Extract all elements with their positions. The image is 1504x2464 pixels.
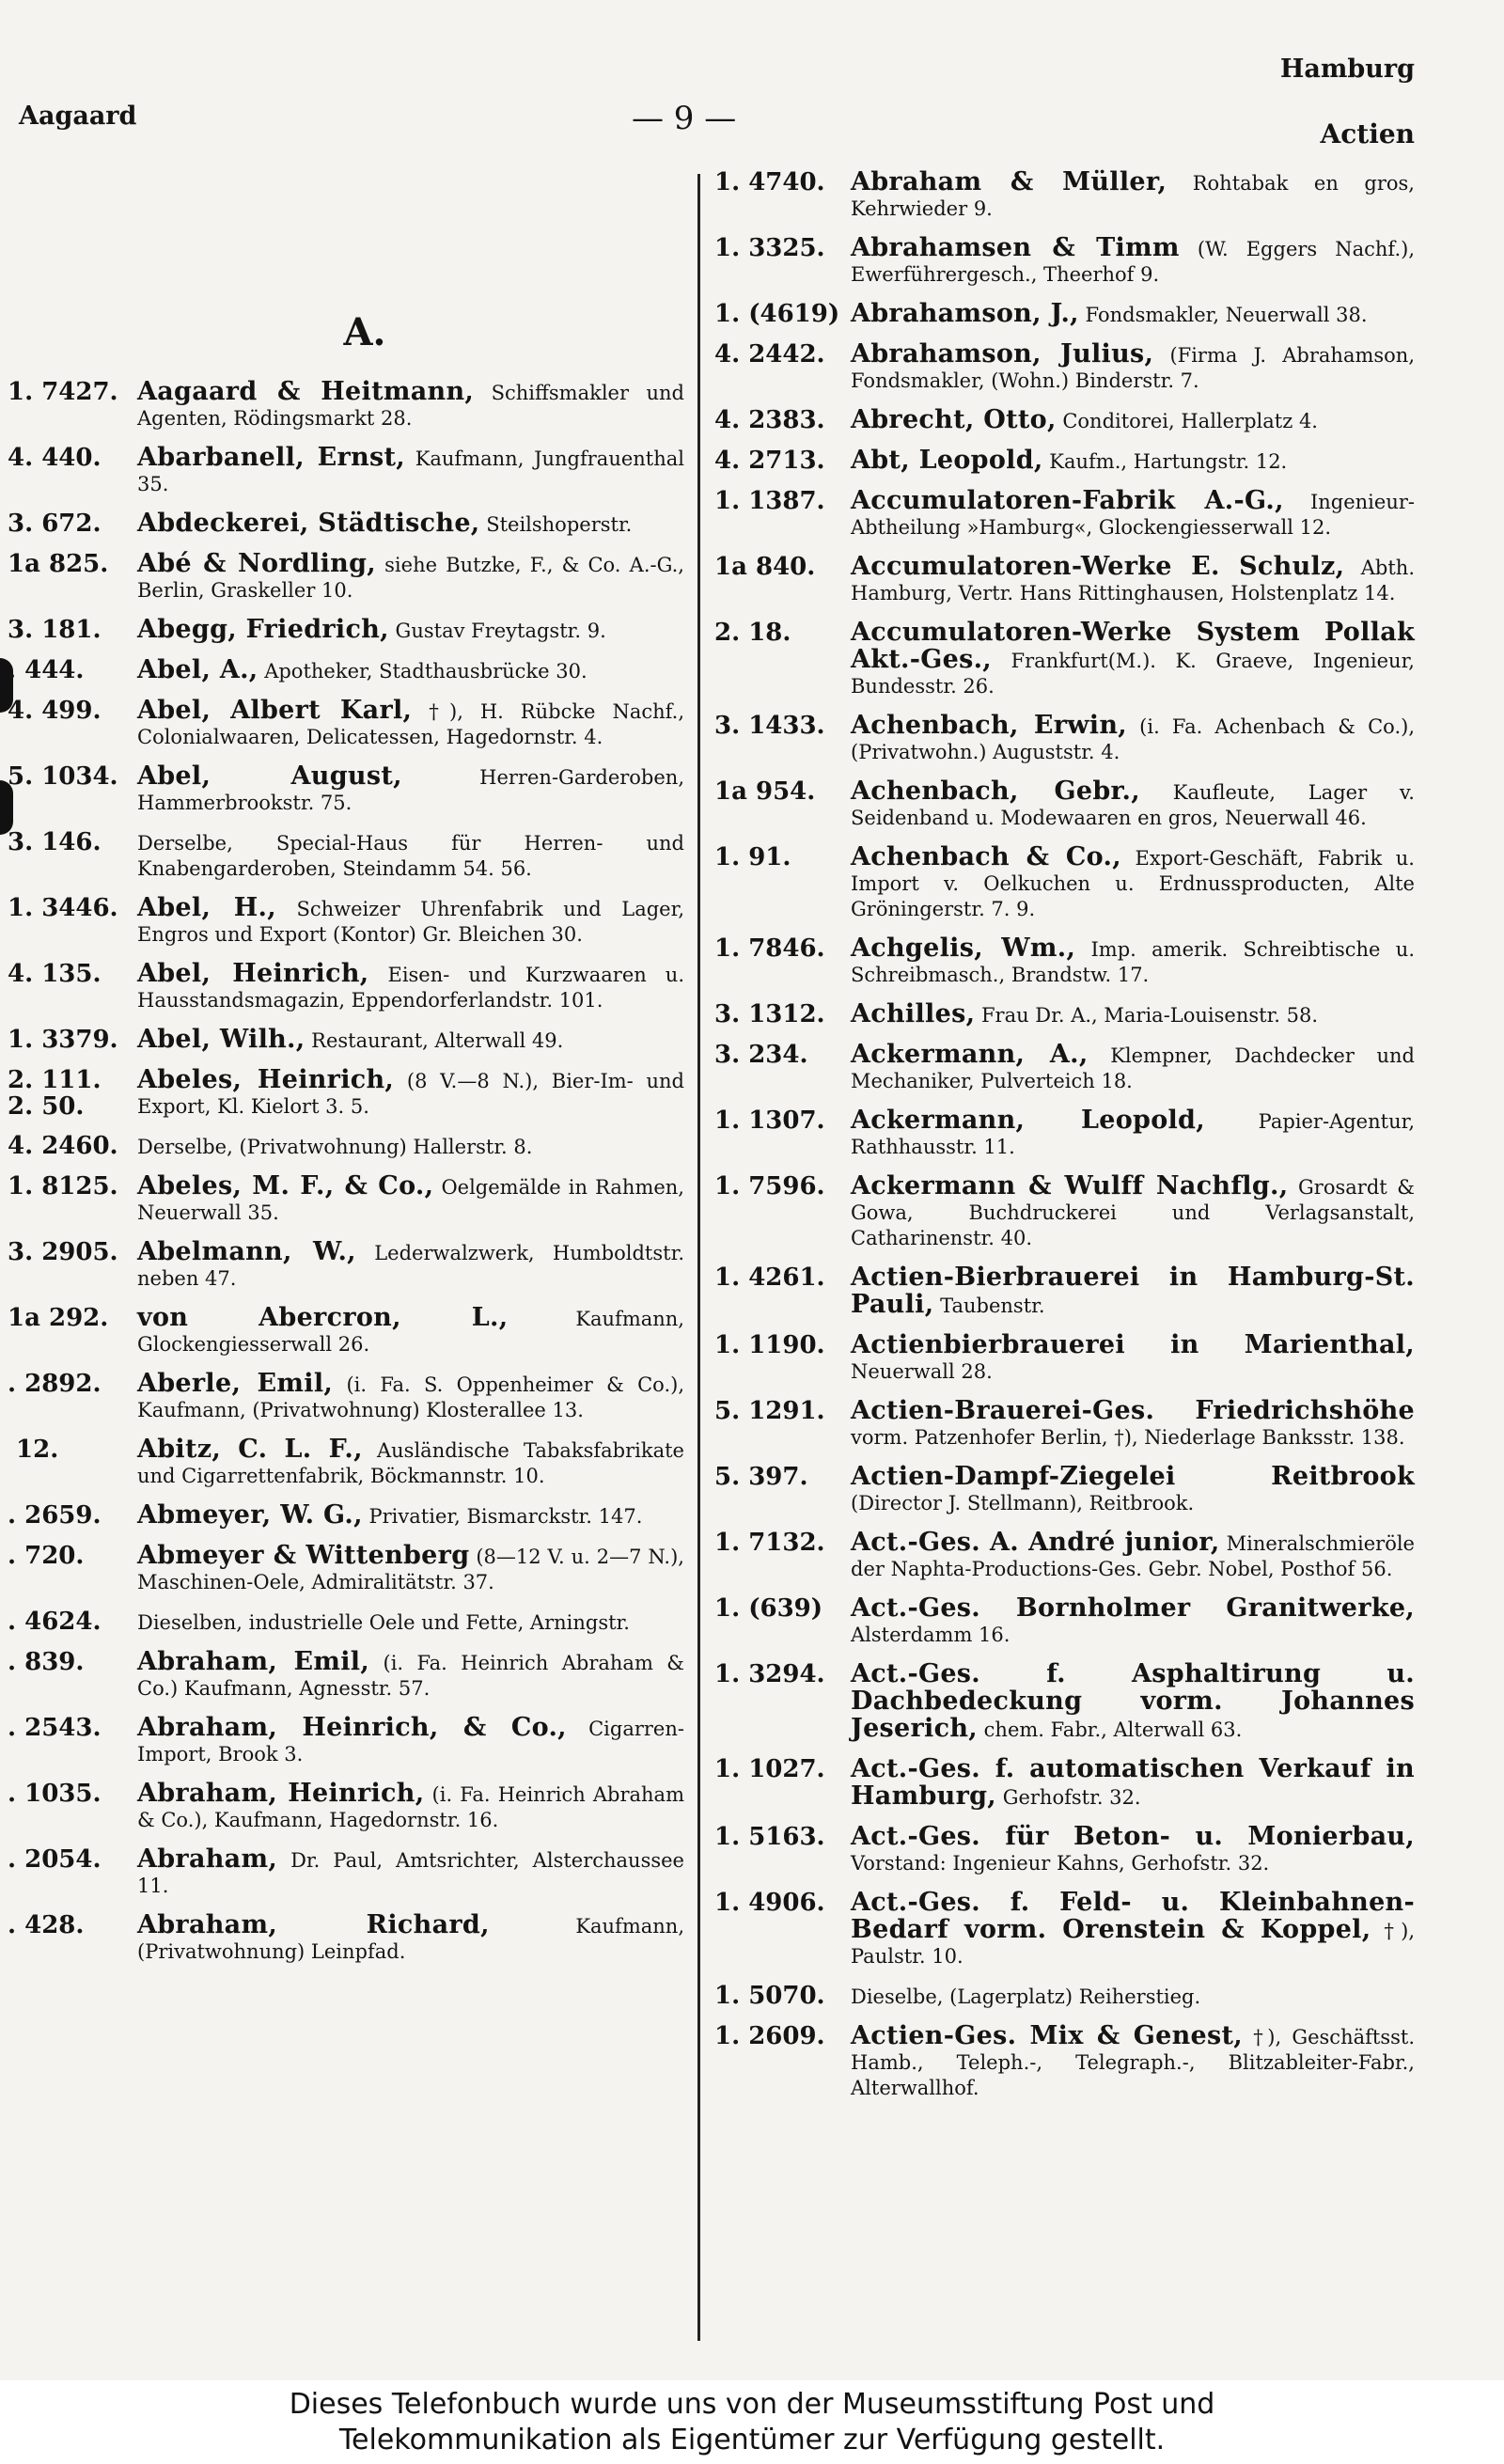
entry-text: siehe Butzke, F., & Co. A.-G., Berlin, Graskeller 10. bbox=[137, 554, 684, 602]
entry-name: Act.-Ges. für Beton- u. Monierbau, bbox=[851, 1822, 1415, 1851]
entry-name: Accumulatoren-Werke E. Schulz, bbox=[851, 552, 1345, 581]
entry-body bbox=[137, 1715, 684, 1767]
directory-entry bbox=[714, 235, 1415, 288]
directory-entry bbox=[8, 1371, 684, 1423]
entry-name: Act.-Ges. A. André junior, bbox=[851, 1528, 1220, 1557]
entry-name: Abarbanell, Ernst, bbox=[137, 443, 405, 472]
entry-body bbox=[851, 1398, 1415, 1451]
phone-number: 1. 1027. bbox=[714, 1755, 825, 1783]
phone-number: . 839. bbox=[8, 1648, 85, 1676]
directory-entry bbox=[714, 1398, 1415, 1451]
directory-entry bbox=[8, 657, 684, 684]
directory-entry bbox=[8, 445, 684, 497]
phone-number: . 2543. bbox=[8, 1714, 102, 1742]
entry-name: Ackermann, Leopold, bbox=[851, 1106, 1205, 1135]
entry-text: Derselbe, Special-Haus für Herren- und Knabengarderoben, Steindamm 54. 56. bbox=[137, 832, 684, 880]
directory-entry bbox=[8, 1173, 684, 1226]
entry-name: Abegg, Friedrich, bbox=[137, 615, 389, 644]
entry-text: vorm. Patzenhofer Berlin, †), Niederlage Banksstr. 138. bbox=[851, 1426, 1405, 1449]
footer-line-1: Dieses Telefonbuch wurde uns von der Museumsstiftung Post und bbox=[289, 2388, 1215, 2421]
entry-body bbox=[851, 935, 1415, 988]
entry-text: (Firma J. Abrahamson, Fondsmakler, (Wohn.) Binderstr. 7. bbox=[851, 344, 1415, 392]
directory-entry bbox=[8, 1305, 684, 1358]
phone-number: 4. 2383. bbox=[714, 406, 825, 434]
entry-name: Abé & Nordling, bbox=[137, 549, 376, 578]
entry-text: Alsterdamm 16. bbox=[851, 1624, 1010, 1646]
entry-body bbox=[137, 379, 684, 432]
phone-number: 1. 7596. bbox=[714, 1172, 825, 1201]
phone-number: . 2892. bbox=[8, 1370, 102, 1398]
entry-name: Abel, Albert Karl, bbox=[137, 696, 413, 725]
entry-text: Grosardt & Gowa, Buchdruckerei und Verlagsanstalt, Catharinenstr. 40. bbox=[851, 1176, 1415, 1249]
entry-text: Lederwalzwerk, Humboldtstr. neben 47. bbox=[137, 1242, 684, 1290]
directory-entry bbox=[714, 844, 1415, 922]
entry-text: Oelgemälde in Rahmen, Neuerwall 35. bbox=[137, 1176, 684, 1224]
header-city: Hamburg bbox=[1279, 55, 1415, 84]
entry-name: Abraham, Richard, bbox=[137, 1910, 490, 1939]
entry-text: (i. Fa. Achenbach & Co.), (Privatwohn.) Auguststr. 4. bbox=[851, 715, 1415, 763]
entry-body bbox=[137, 763, 684, 816]
directory-entry bbox=[8, 1649, 684, 1702]
phone-number: 3. 2905. bbox=[8, 1238, 118, 1266]
phone-number: 1. 5163. bbox=[714, 1823, 825, 1851]
entry-text: Ausländische Tabaksfabrikate und Cigarrettenfabrik, Böckmannstr. 10. bbox=[137, 1439, 684, 1487]
entry-text: Papier-Agentur, Rathhausstr. 11. bbox=[851, 1110, 1415, 1158]
phone-number: 3. 1312. bbox=[714, 1000, 825, 1028]
phone-number: 1. 8125. bbox=[8, 1172, 118, 1201]
entry-body bbox=[851, 1264, 1415, 1319]
entry-name: Abraham & Müller, bbox=[851, 167, 1167, 196]
entry-text: Fondsmakler, Neuerwall 38. bbox=[1085, 304, 1368, 326]
directory-entry bbox=[8, 510, 684, 538]
entry-text: †), H. Rübcke Nachf., Colonialwaaren, Delicatessen, Hagedornstr. 4. bbox=[137, 700, 684, 748]
entry-body bbox=[137, 1781, 684, 1833]
phone-number: . 444. bbox=[8, 656, 85, 684]
entry-name: Act.-Ges. f. automatischen Verkauf in Hamburg, bbox=[851, 1754, 1415, 1811]
entry-name: Achenbach, Gebr., bbox=[851, 777, 1140, 806]
phone-number: 1. 7427. bbox=[8, 378, 118, 406]
phone-number: 4. 440. bbox=[8, 444, 102, 472]
phone-number: 1. 91. bbox=[714, 843, 791, 871]
directory-entry bbox=[8, 551, 684, 604]
entry-body bbox=[851, 1890, 1415, 1970]
directory-entry bbox=[8, 1781, 684, 1833]
entry-body bbox=[137, 1649, 684, 1702]
phone-number: . 2054. bbox=[8, 1845, 102, 1874]
phone-number: . 1035. bbox=[8, 1780, 102, 1808]
entry-name: Abel, Heinrich, bbox=[137, 959, 369, 988]
entry-text: Frau Dr. A., Maria-Louisenstr. 58. bbox=[980, 1004, 1319, 1027]
phone-number: . 720. bbox=[8, 1542, 85, 1570]
directory-entry bbox=[8, 895, 684, 948]
entry-name: Act.-Ges. f. Asphaltirung u. Dachbedeckung vorm. Johannes Jeserich, bbox=[851, 1659, 1415, 1743]
directory-entry bbox=[714, 1824, 1415, 1876]
entry-body bbox=[851, 1756, 1415, 1811]
directory-entry bbox=[8, 1436, 684, 1489]
entry-name: Abel, August, bbox=[137, 761, 402, 791]
entry-body bbox=[137, 1371, 684, 1423]
directory-entry bbox=[714, 1264, 1415, 1319]
entry-name: Abrahamson, Julius, bbox=[851, 339, 1154, 369]
entry-name: Actien-Brauerei-Ges. Friedrichshöhe bbox=[851, 1396, 1415, 1425]
entry-text: Derselbe, (Privatwohnung) Hallerstr. 8. bbox=[137, 1136, 533, 1158]
phone-number: 1. 7132. bbox=[714, 1529, 825, 1557]
directory-entry bbox=[8, 829, 684, 882]
entry-body bbox=[851, 235, 1415, 288]
entry-body bbox=[851, 554, 1415, 606]
phone-number: 5. 1291. bbox=[714, 1397, 825, 1425]
entry-body bbox=[137, 1912, 684, 1965]
phone-number: 1. 3379. bbox=[8, 1026, 118, 1054]
entry-body bbox=[851, 341, 1415, 394]
directory-entry bbox=[714, 1890, 1415, 1970]
directory-entry bbox=[8, 1027, 684, 1054]
directory-entry bbox=[8, 1715, 684, 1767]
phone-number: 1. 4906. bbox=[714, 1889, 825, 1917]
directory-entry bbox=[714, 778, 1415, 831]
entry-body bbox=[137, 1846, 684, 1899]
directory-entry bbox=[714, 169, 1415, 222]
entry-body bbox=[851, 1661, 1415, 1743]
directory-entry bbox=[8, 1239, 684, 1292]
entry-name: Actien-Dampf-Ziegelei Reitbrook bbox=[851, 1462, 1415, 1491]
entry-name: Aagaard & Heitmann, bbox=[137, 377, 475, 406]
directory-entry bbox=[714, 407, 1415, 434]
entry-text: †), Geschäftsst. Hamb., Teleph.-, Telegraph.-, Blitzableiter-Fabr., Alterwallhof. bbox=[851, 2026, 1415, 2099]
entry-text: Vorstand: Ingenieur Kahns, Gerhofstr. 32. bbox=[851, 1852, 1270, 1875]
entry-body bbox=[851, 1173, 1415, 1251]
entry-body bbox=[851, 407, 1415, 434]
directory-entry bbox=[714, 713, 1415, 765]
directory-entry bbox=[714, 935, 1415, 988]
phone-number: 1. 3446. bbox=[8, 894, 118, 922]
phone-number: 3. 672. bbox=[8, 510, 102, 538]
phone-number: 1. 4261. bbox=[714, 1263, 825, 1292]
entry-text: Dieselbe, (Lagerplatz) Reiherstieg. bbox=[851, 1985, 1201, 2008]
phone-number: . 2659. bbox=[8, 1501, 102, 1530]
entry-text: Kaufmann, (Privatwohnung) Leinpfad. bbox=[137, 1915, 684, 1963]
entry-body bbox=[851, 778, 1415, 831]
entry-name: Abel, H., bbox=[137, 893, 276, 922]
phone-number: 4. 2442. bbox=[714, 340, 825, 369]
phone-number: 1. (639) bbox=[714, 1594, 823, 1623]
entry-text: Rohtabak en gros, Kehrwieder 9. bbox=[851, 172, 1415, 220]
phone-number: 1a 825. bbox=[8, 550, 109, 578]
entry-name: Abel, Wilh., bbox=[137, 1025, 306, 1054]
phone-number: 3. 146. bbox=[8, 828, 102, 856]
directory-entry bbox=[8, 379, 684, 432]
entry-text: Neuerwall 28. bbox=[851, 1360, 993, 1383]
right-column bbox=[714, 169, 1415, 2114]
phone-number: 4. 499. bbox=[8, 697, 102, 725]
directory-entry bbox=[8, 1067, 684, 1120]
phone-number: 1a 840. bbox=[714, 553, 816, 581]
entry-body bbox=[137, 657, 684, 684]
entry-name: Abraham, Heinrich, & Co., bbox=[137, 1713, 567, 1742]
directory-entry bbox=[714, 2023, 1415, 2101]
directory-entry bbox=[714, 447, 1415, 475]
entry-body bbox=[851, 447, 1415, 475]
entry-body bbox=[851, 1824, 1415, 1876]
entry-body bbox=[851, 620, 1415, 699]
directory-entry bbox=[8, 617, 684, 644]
directory-entry bbox=[714, 1756, 1415, 1811]
entry-body bbox=[137, 1543, 684, 1595]
phone-number: 4. 2713. bbox=[714, 447, 825, 475]
phone-number: . 4624. bbox=[8, 1608, 102, 1636]
phone-number: 2. 111. 2. 50. bbox=[8, 1066, 102, 1121]
entry-text: Abth. Hamburg, Vertr. Hans Rittinghausen, Holstenplatz 14. bbox=[851, 557, 1415, 604]
directory-entry bbox=[8, 1502, 684, 1530]
directory-entry bbox=[8, 763, 684, 816]
entry-body bbox=[137, 895, 684, 948]
entry-name: Abmeyer & Wittenberg bbox=[137, 1541, 470, 1570]
entry-text: (8—12 V. u. 2—7 N.), Maschinen-Oele, Admiralitätstr. 37. bbox=[137, 1546, 684, 1593]
phone-number: 1. 5070. bbox=[714, 1982, 825, 2010]
entry-name: Achenbach & Co., bbox=[851, 842, 1121, 871]
phone-number: 3. 1433. bbox=[714, 712, 825, 740]
phone-number: 1a 292. bbox=[8, 1304, 109, 1332]
phone-number: 1. (4619) bbox=[714, 300, 840, 328]
entry-name: Abeles, M. F., & Co., bbox=[137, 1171, 434, 1201]
directory-entry bbox=[714, 488, 1415, 541]
entry-text: Mineralschmieröle der Naphta-Productions-Ges. Gebr. Nobel, Posthof 56. bbox=[851, 1532, 1415, 1580]
directory-entry bbox=[8, 1912, 684, 1965]
entry-name: Abt, Leopold, bbox=[851, 446, 1043, 475]
directory-entry bbox=[714, 1173, 1415, 1251]
phone-number: 5. 397. bbox=[714, 1463, 808, 1491]
entry-name: Abel, A., bbox=[137, 655, 258, 684]
entry-body bbox=[851, 1107, 1415, 1160]
entry-text: (Director J. Stellmann), Reitbrook. bbox=[851, 1492, 1195, 1514]
entry-name: Ackermann, A., bbox=[851, 1040, 1089, 1069]
entry-name: Abeles, Heinrich, bbox=[137, 1065, 395, 1094]
directory-entry bbox=[714, 1107, 1415, 1160]
entry-text: Restaurant, Alterwall 49. bbox=[311, 1029, 564, 1052]
directory-entry bbox=[714, 1001, 1415, 1028]
directory-entry bbox=[8, 698, 684, 750]
phone-number: 1. 2609. bbox=[714, 2022, 825, 2050]
entry-text: Kaufleute, Lager v. Seidenband u. Modewaaren en gros, Neuerwall 46. bbox=[851, 781, 1415, 829]
phone-number: 1. 1307. bbox=[714, 1106, 825, 1135]
entry-text: Ingenieur-Abtheilung »Hamburg«, Glockengiesserwall 12. bbox=[851, 491, 1415, 539]
entry-name: von Abercron, L., bbox=[137, 1303, 509, 1332]
entry-name: Achenbach, Erwin, bbox=[851, 711, 1127, 740]
entry-text: Gerhofstr. 32. bbox=[1002, 1786, 1141, 1809]
entry-text: Dieselben, industrielle Oele und Fette, Arningstr. bbox=[137, 1611, 630, 1634]
directory-entry bbox=[714, 1530, 1415, 1582]
entry-body bbox=[137, 617, 684, 644]
entry-text: chem. Fabr., Alterwall 63. bbox=[983, 1719, 1243, 1741]
entry-body bbox=[851, 1983, 1415, 2010]
entry-text: Gustav Freytagstr. 9. bbox=[395, 620, 606, 642]
entry-name: Abrahamson, J., bbox=[851, 299, 1079, 328]
phone-number: 2. 18. bbox=[714, 619, 791, 647]
entry-text: Frankfurt(M.). K. Graeve, Ingenieur, Bundesstr. 26. bbox=[851, 650, 1415, 698]
entry-text: Kaufmann, Glockengiesserwall 26. bbox=[137, 1308, 684, 1356]
right-entries bbox=[714, 169, 1415, 2101]
entry-body bbox=[137, 829, 684, 882]
entry-body bbox=[137, 1027, 684, 1054]
entry-name: Aberle, Emil, bbox=[137, 1369, 334, 1398]
entry-text: Taubenstr. bbox=[940, 1295, 1045, 1317]
entry-text: †), Paulstr. 10. bbox=[851, 1920, 1415, 1968]
phone-number: 12. bbox=[8, 1436, 59, 1464]
directory-entry bbox=[8, 1846, 684, 1899]
entry-name: Abraham, Heinrich, bbox=[137, 1779, 425, 1808]
entry-text: Export-Geschäft, Fabrik u. Import v. Oelkuchen u. Erdnussproducten, Alte Gröningerstr. 7. 9. bbox=[851, 847, 1415, 920]
entry-text: Herren-Garderoben, Hammerbrookstr. 75. bbox=[137, 766, 684, 814]
phone-number: 1. 1387. bbox=[714, 487, 825, 515]
entry-text: (i. Fa. Heinrich Abraham & Co.), Kaufmann, Hagedornstr. 16. bbox=[137, 1783, 684, 1831]
phone-number: 1a 954. bbox=[714, 777, 816, 806]
phone-number: 4. 2460. bbox=[8, 1132, 118, 1160]
entry-name: Abraham, bbox=[137, 1844, 278, 1874]
phone-number: . 428. bbox=[8, 1911, 85, 1939]
entry-body bbox=[851, 1001, 1415, 1028]
entry-text: Schweizer Uhrenfabrik und Lager, Engros und Export (Kontor) Gr. Bleichen 30. bbox=[137, 898, 684, 946]
entry-body bbox=[137, 1173, 684, 1226]
entry-body bbox=[137, 1239, 684, 1292]
directory-entry bbox=[8, 1543, 684, 1595]
entry-text: (8 V.—8 N.), Bier-Im- und Export, Kl. Kielort 3. 5. bbox=[137, 1070, 684, 1118]
entry-text: Cigarren-Import, Brook 3. bbox=[137, 1718, 684, 1766]
entry-text: Eisen- und Kurzwaaren u. Hausstandsmagazin, Eppendorferlandstr. 101. bbox=[137, 964, 684, 1012]
entry-body bbox=[851, 169, 1415, 222]
section-letter: A. bbox=[343, 310, 386, 354]
page-number: — 9 — bbox=[632, 100, 737, 137]
entry-body bbox=[851, 713, 1415, 765]
entry-text: Klempner, Dachdecker und Mechaniker, Pulverteich 18. bbox=[851, 1044, 1415, 1092]
entry-body bbox=[137, 510, 684, 538]
directory-entry bbox=[8, 961, 684, 1013]
entry-name: Achgelis, Wm., bbox=[851, 934, 1076, 963]
entry-name: Abmeyer, W. G., bbox=[137, 1500, 363, 1530]
left-column bbox=[8, 169, 684, 1978]
entry-name: Abelmann, W., bbox=[137, 1237, 356, 1266]
entry-body bbox=[851, 488, 1415, 541]
header-left-catchword: Aagaard bbox=[19, 102, 137, 131]
entry-body bbox=[137, 1133, 684, 1160]
entry-name: Actien-Bierbrauerei in Hamburg-St. Pauli, bbox=[851, 1263, 1415, 1319]
entry-text: Kaufmann, Jungfrauenthal 35. bbox=[137, 447, 684, 495]
directory-entry bbox=[714, 1661, 1415, 1743]
entry-body bbox=[137, 1609, 684, 1636]
entry-name: Ackermann & Wulff Nachflg., bbox=[851, 1171, 1289, 1201]
directory-entry bbox=[714, 301, 1415, 328]
directory-entry bbox=[8, 1609, 684, 1636]
entry-body bbox=[137, 1436, 684, 1489]
entry-text: (i. Fa. S. Oppenheimer & Co.), Kaufmann, (Privatwohnung) Klosterallee 13. bbox=[137, 1373, 685, 1421]
directory-entry bbox=[714, 341, 1415, 394]
entry-text: Kaufm., Hartungstr. 12. bbox=[1049, 450, 1288, 473]
footer-notice bbox=[0, 2380, 1504, 2464]
entry-body bbox=[851, 844, 1415, 922]
entry-name: Act.-Ges. Bornholmer Granitwerke, bbox=[851, 1593, 1415, 1623]
entry-text: Imp. amerik. Schreibtische u. Schreibmasch., Brandstw. 17. bbox=[851, 938, 1416, 986]
entry-body bbox=[137, 698, 684, 750]
directory-entry bbox=[714, 1042, 1415, 1094]
header-right-catchword: Actien bbox=[1320, 118, 1415, 149]
entry-name: Abdeckerei, Städtische, bbox=[137, 509, 480, 538]
entry-body bbox=[851, 1595, 1415, 1648]
phone-number: 1. 1190. bbox=[714, 1331, 825, 1359]
column-divider bbox=[697, 174, 700, 2341]
entry-text: Conditorei, Hallerplatz 4. bbox=[1062, 410, 1318, 432]
entry-body bbox=[851, 1464, 1415, 1516]
entry-text: (i. Fa. Heinrich Abraham & Co.) Kaufmann, Agnesstr. 57. bbox=[137, 1652, 684, 1700]
phone-number: 5. 1034. bbox=[8, 762, 118, 791]
phone-number: 3. 181. bbox=[8, 616, 102, 644]
entry-text: Schiffsmakler und Agenten, Rödingsmarkt 28. bbox=[137, 382, 684, 430]
phone-number: 4. 135. bbox=[8, 960, 102, 988]
directory-entry bbox=[714, 1464, 1415, 1516]
entry-name: Abraham, Emil, bbox=[137, 1647, 370, 1676]
entry-body bbox=[137, 551, 684, 604]
entry-body bbox=[851, 1042, 1415, 1094]
entry-text: Privatier, Bismarckstr. 147. bbox=[368, 1505, 643, 1528]
phone-number: 1. 7846. bbox=[714, 934, 825, 963]
entry-body bbox=[137, 1305, 684, 1358]
phone-number: 3. 234. bbox=[714, 1041, 808, 1069]
entry-name: Act.-Ges. f. Feld- u. Kleinbahnen-Bedarf vorm. Orenstein & Koppel, bbox=[851, 1888, 1415, 1944]
entry-name: Actien-Ges. Mix & Genest, bbox=[851, 2021, 1243, 2050]
entry-name: Actienbierbrauerei in Marienthal, bbox=[851, 1330, 1415, 1359]
entry-name: Abrahamsen & Timm bbox=[851, 233, 1180, 262]
entry-name: Accumulatoren-Werke System Pollak Akt.-Ges., bbox=[851, 618, 1415, 674]
directory-entry bbox=[8, 1133, 684, 1160]
directory-entry bbox=[714, 1332, 1415, 1385]
entry-text: Apotheker, Stadthausbrücke 30. bbox=[264, 660, 588, 683]
entry-body bbox=[851, 2023, 1415, 2101]
entry-body bbox=[137, 1067, 684, 1120]
left-entries bbox=[8, 379, 684, 1965]
directory-entry bbox=[714, 1983, 1415, 2010]
entry-name: Abrecht, Otto, bbox=[851, 405, 1057, 434]
entry-body bbox=[851, 1332, 1415, 1385]
directory-entry bbox=[714, 1595, 1415, 1648]
entry-body bbox=[137, 445, 684, 497]
entry-text: Steilshoperstr. bbox=[486, 513, 633, 536]
phone-number: 1. 4740. bbox=[714, 168, 825, 196]
entry-body bbox=[137, 961, 684, 1013]
footer-line-2: Telekommunikation als Eigentümer zur Verfügung gestellt. bbox=[338, 2424, 1166, 2456]
phone-number: 1. 3325. bbox=[714, 234, 825, 262]
entry-body bbox=[851, 1530, 1415, 1582]
entry-text: (W. Eggers Nachf.), Ewerführergesch., Theerhof 9. bbox=[851, 238, 1415, 286]
entry-text: Dr. Paul, Amtsrichter, Alsterchaussee 11. bbox=[137, 1849, 684, 1897]
entry-body bbox=[137, 1502, 684, 1530]
directory-entry bbox=[714, 620, 1415, 699]
phone-number: 1. 3294. bbox=[714, 1660, 825, 1688]
entry-name: Abitz, C. L. F., bbox=[137, 1435, 363, 1464]
entry-name: Accumulatoren-Fabrik A.-G., bbox=[851, 486, 1284, 515]
directory-entry bbox=[714, 554, 1415, 606]
entry-name: Achilles, bbox=[851, 999, 976, 1028]
entry-body bbox=[851, 301, 1415, 328]
